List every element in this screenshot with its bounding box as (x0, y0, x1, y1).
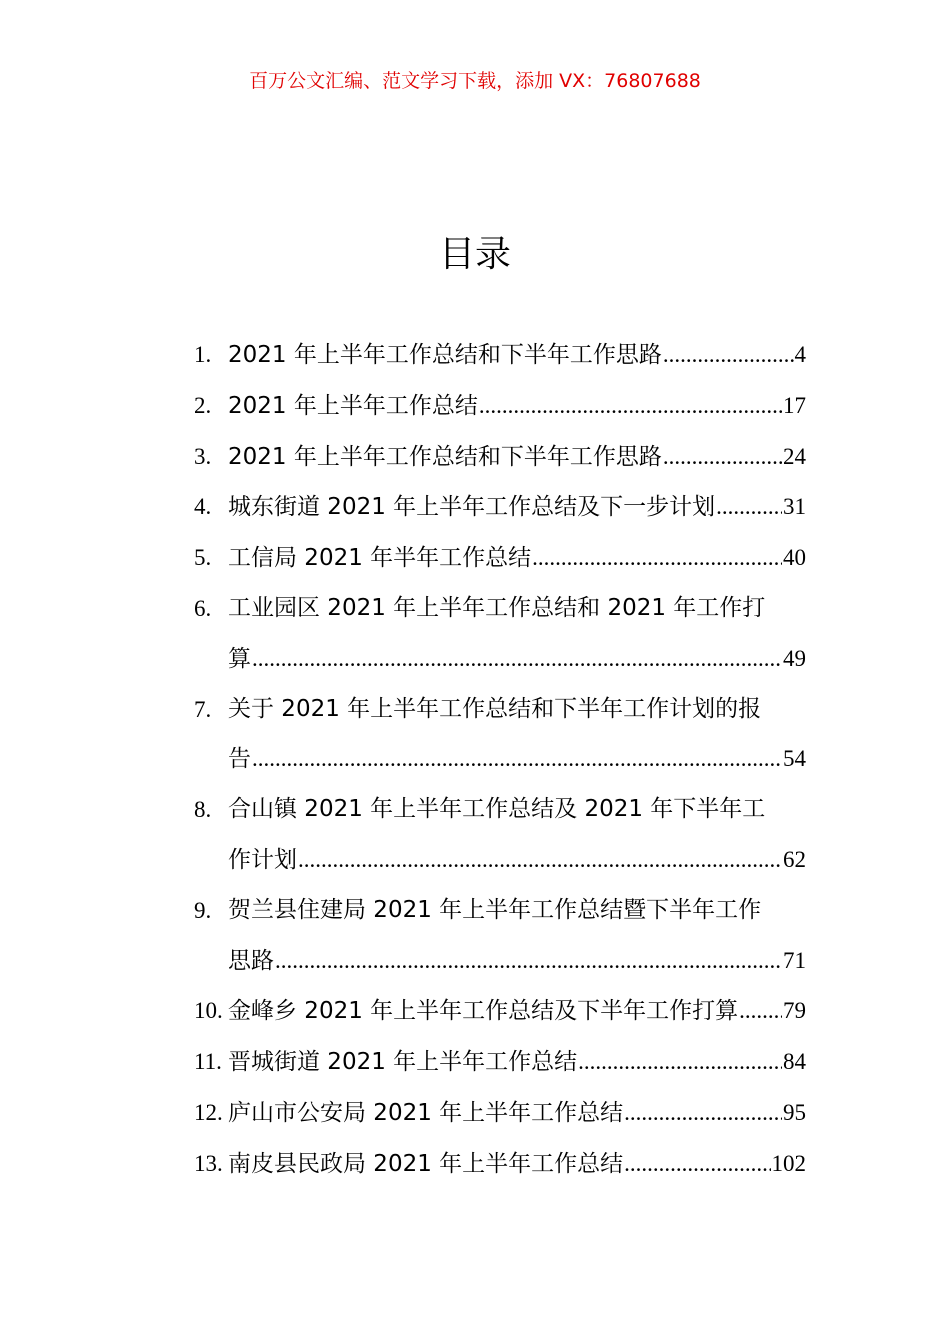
toc-entry[interactable] (194, 381, 806, 432)
entry-title-line1: 合山镇 2021 年上半年工作总结及 2021 年下半年工 (228, 796, 766, 823)
entry-title-line2: 作计划 (228, 846, 297, 873)
dot-leader (252, 634, 782, 684)
entry-page: 24 (783, 443, 806, 469)
dot-leader (624, 1139, 770, 1189)
entry-number: 1. (194, 342, 212, 367)
toc-entry[interactable] (194, 1088, 806, 1139)
entry-page: 84 (783, 1049, 806, 1075)
entry-title: 晋城街道 2021 年上半年工作总结 (228, 1049, 578, 1076)
entry-number: 12. (194, 1099, 223, 1125)
dot-leader (298, 835, 782, 885)
dot-leader (578, 1037, 782, 1087)
dot-leader (479, 381, 782, 431)
entry-title-line2: 算 (228, 645, 251, 672)
dot-leader (624, 1088, 782, 1138)
dot-leader (275, 936, 782, 986)
entry-page: 71 (783, 947, 806, 973)
entry-page: 31 (783, 494, 806, 520)
entry-number: 3. (194, 443, 212, 469)
toc-title: 目录 (438, 234, 511, 275)
toc-entry[interactable] (194, 482, 806, 533)
entry-number: 6. (194, 595, 212, 621)
dot-leader (252, 734, 782, 784)
entry-title-line1: 工业园区 2021 年上半年工作总结和 2021 年工作打 (228, 594, 766, 621)
entry-title-line2: 告 (228, 746, 251, 773)
entry-page: 40 (783, 545, 806, 571)
entry-title: 2021 年上半年工作总结 (228, 392, 478, 419)
toc-entry[interactable] (194, 685, 806, 786)
entry-number: 4. (194, 494, 212, 520)
toc-entry[interactable] (194, 533, 806, 584)
entry-page: 17 (783, 392, 806, 418)
toc-entry[interactable] (194, 1037, 806, 1088)
entry-title-line1: 贺兰县住建局 2021 年上半年工作总结暨下半年工作 (228, 896, 762, 923)
table-of-contents (194, 330, 806, 1190)
entry-number: 2. (194, 392, 212, 418)
toc-entry[interactable] (194, 432, 806, 483)
entry-number: 5. (194, 545, 212, 571)
toc-entry[interactable] (194, 584, 806, 685)
entry-number: 11. (194, 1049, 222, 1075)
entry-title: 城东街道 2021 年上半年工作总结及下一步计划 (228, 494, 716, 521)
entry-number: 10. (194, 998, 223, 1024)
entry-title-line2: 思路 (228, 947, 274, 974)
entry-page: 79 (783, 998, 806, 1024)
entry-page: 62 (783, 846, 806, 872)
toc-entry[interactable] (194, 330, 806, 381)
header-note: 百万公文汇编、范文学习下载，添加 VX：76807688 (249, 70, 701, 92)
dot-leader (663, 330, 794, 380)
entry-title: 工信局 2021 年半年工作总结 (228, 545, 532, 572)
dot-leader (739, 986, 782, 1036)
entry-title: 庐山市公安局 2021 年上半年工作总结 (228, 1099, 624, 1126)
entry-title: 2021 年上半年工作总结和下半年工作思路 (228, 342, 662, 368)
dot-leader (532, 533, 782, 583)
entry-number: 13. (194, 1150, 223, 1176)
toc-entry[interactable] (194, 986, 806, 1037)
toc-entry[interactable] (194, 886, 806, 987)
toc-entry[interactable] (194, 785, 806, 886)
entry-page: 102 (771, 1150, 806, 1176)
entry-number: 8. (194, 797, 212, 823)
entry-title: 2021 年上半年工作总结和下半年工作思路 (228, 443, 662, 470)
dot-leader (663, 432, 782, 482)
entry-number: 9. (194, 897, 212, 923)
dot-leader (716, 482, 782, 532)
toc-entry[interactable] (194, 1139, 806, 1190)
entry-title: 南皮县民政局 2021 年上半年工作总结 (228, 1150, 624, 1177)
entry-page: 54 (783, 746, 806, 772)
entry-page: 95 (783, 1099, 806, 1125)
entry-page: 4 (794, 342, 806, 367)
entry-page: 49 (783, 645, 806, 671)
entry-title-line1: 关于 2021 年上半年工作总结和下半年工作计划的报 (228, 695, 762, 722)
entry-title: 金峰乡 2021 年上半年工作总结及下半年工作打算 (228, 998, 739, 1025)
entry-number: 7. (194, 696, 212, 722)
